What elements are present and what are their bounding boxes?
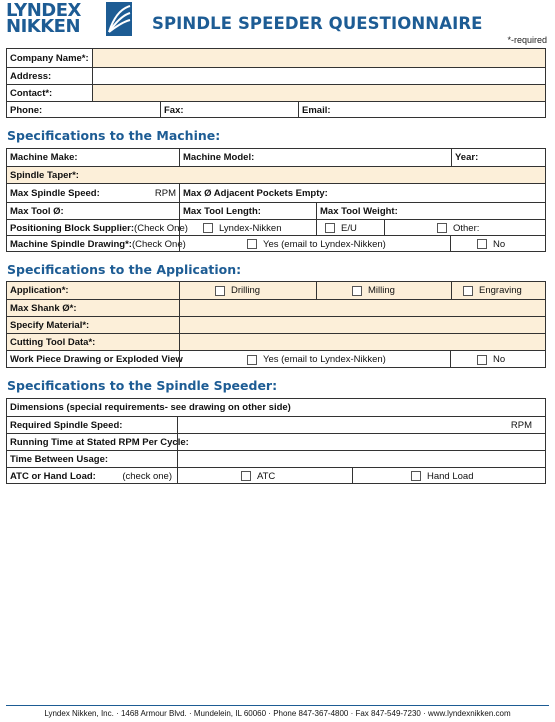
hand-load-option[interactable] [352,468,545,484]
workpiece-row [7,350,545,368]
contact-field[interactable] [92,85,545,101]
workpiece-no-label: No [493,354,506,365]
material-row [7,316,545,333]
time-between-row [7,450,545,467]
max-spindle-speed-field[interactable] [7,184,179,202]
cutting-tool-label: Cutting Tool Data*: [7,334,179,350]
drawing-check-one-note: (Check One) [131,238,186,250]
time-between-label: Time Between Usage: [10,453,109,465]
eu-checkbox[interactable] [325,223,335,233]
spindle-taper-row [7,166,545,183]
max-adjacent-pockets-label: Max Ø Adjacent Pockets Empty: [183,187,328,199]
drilling-checkbox[interactable] [215,286,225,296]
drilling-option[interactable] [179,282,316,299]
engraving-label: Engraving [479,285,522,296]
hand-load-checkbox[interactable] [411,471,421,481]
phone-fax-email-row [7,101,545,118]
running-time-label: Running Time at Stated RPM Per Cycle: [10,436,189,448]
required-speed-rpm-unit: RPM [510,419,532,431]
max-tool-weight-field[interactable] [316,203,545,219]
lyndex-nikken-label: Lyndex-Nikken [219,222,282,234]
engraving-option[interactable] [451,282,545,299]
material-field[interactable] [179,317,545,333]
atc-hand-label: ATC or Hand Load: [10,470,96,482]
drawing-no-label: No [493,238,506,250]
positioning-block-label-cell [7,220,188,236]
lyndex-nikken-checkbox[interactable] [203,223,213,233]
company-form [6,48,546,118]
speeder-section-heading: Specifications to the Spindle Speeder: [7,378,278,393]
max-tool-length-label: Max Tool Length: [183,205,261,217]
machine-model-field[interactable] [179,149,451,166]
spindle-drawing-row [7,235,545,252]
workpiece-label: Work Piece Drawing or Exploded View [10,354,183,365]
drawing-no-checkbox[interactable] [477,239,487,249]
required-speed-row [7,416,545,433]
option-eu[interactable] [316,220,384,236]
footer-address: Lyndex Nikken, Inc. · 1468 Armour Blvd. · Mundelein, IL 60060 · Phone 847-367-4800 · Fax 847-549-7230 · www.lyndexnikken.com [44,709,511,718]
machine-make-row [7,149,545,166]
phone-field[interactable] [7,102,160,118]
year-field[interactable] [451,149,545,166]
spindle-taper-label: Spindle Taper*: [10,169,79,181]
logo-text-nikken: NIKKEN [6,16,81,37]
max-tool-dia-label: Max Tool Ø: [10,205,64,217]
application-row [7,282,545,299]
spindle-taper-field[interactable] [7,167,545,183]
max-tool-dia-field[interactable] [7,203,179,219]
milling-checkbox[interactable] [352,286,362,296]
fax-field[interactable] [160,102,298,118]
application-label: Application*: [7,282,179,299]
other-label: Other: [453,222,480,234]
contact-row [7,84,545,101]
atc-hand-label-cell [7,468,177,484]
workpiece-yes-option[interactable] [179,351,450,368]
cutting-tool-row [7,333,545,350]
drilling-label: Drilling [231,285,261,296]
positioning-block-label: Positioning Block Supplier: [10,222,135,234]
option-other[interactable] [384,220,545,236]
dimensions-row [7,399,545,416]
engraving-checkbox[interactable] [463,286,473,296]
max-shank-field[interactable] [179,300,545,316]
drawing-yes-label: Yes (email to Lyndex-Nikken) [263,238,386,250]
machine-model-label: Machine Model: [183,152,255,163]
fax-label: Fax: [164,104,184,116]
machine-form [6,148,546,252]
max-speed-row [7,183,545,202]
email-field[interactable] [298,102,545,118]
atc-hand-row [7,467,545,484]
running-time-row [7,433,545,450]
spindle-drawing-label-cell [7,236,186,252]
address-label: Address: [10,70,52,82]
logo-mark-icon [106,2,132,36]
option-lyndex-nikken[interactable] [179,220,316,236]
spindle-drawing-label: Machine Spindle Drawing*: [10,238,132,250]
atc-option[interactable] [177,468,352,484]
drawing-yes-checkbox[interactable] [247,239,257,249]
max-shank-label: Max Shank Ø*: [7,300,179,316]
address-row [7,67,545,84]
email-label: Email: [302,104,331,116]
speeder-form [6,398,546,484]
machine-make-label: Machine Make: [10,152,78,163]
company-logo [6,2,132,40]
positioning-block-row [7,219,545,236]
hand-load-label: Hand Load [427,470,474,482]
milling-option[interactable] [316,282,451,299]
atc-label: ATC [257,470,276,482]
max-tool-length-field[interactable] [179,203,316,219]
phone-label: Phone: [10,104,43,116]
max-shank-row [7,299,545,316]
application-section-heading: Specifications to the Application: [7,262,242,277]
material-label: Specify Material*: [7,317,179,333]
eu-label: E/U [341,222,357,234]
workpiece-yes-checkbox[interactable] [247,355,257,365]
max-spindle-speed-label: Max Spindle Speed: [10,187,100,199]
atc-checkbox[interactable] [241,471,251,481]
atc-check-one-note: (check one) [122,470,172,482]
company-name-row [7,49,545,67]
dimensions-label: Dimensions (special requirements- see drawing on other side) [10,402,291,413]
drawing-yes-option[interactable] [179,236,450,252]
cutting-tool-field[interactable] [179,334,545,350]
logo-text-lyndex: LYNDEX [6,0,81,21]
running-time-field[interactable] [177,434,545,450]
machine-section-heading: Specifications to the Machine: [7,128,221,143]
milling-label: Milling [368,285,395,296]
time-between-field[interactable] [177,451,545,467]
workpiece-yes-label: Yes (email to Lyndex-Nikken) [263,354,386,365]
required-note: *-required [507,35,547,45]
company-name-label: Company Name*: [10,52,89,64]
page-title: SPINDLE SPEEDER QUESTIONNAIRE [152,14,483,33]
machine-make-field[interactable] [7,149,179,166]
workpiece-no-checkbox[interactable] [477,355,487,365]
company-name-field[interactable] [92,49,545,67]
max-adjacent-pockets-field[interactable] [179,184,545,202]
workpiece-no-option[interactable] [450,351,545,368]
max-speed-rpm-unit: RPM [154,187,176,199]
year-label: Year: [455,152,479,163]
tool-dimensions-row [7,202,545,219]
required-speed-label: Required Spindle Speed: [10,419,123,431]
other-checkbox[interactable] [437,223,447,233]
address-field[interactable] [92,68,545,84]
max-tool-weight-label: Max Tool Weight: [320,205,398,217]
required-speed-field[interactable] [177,417,545,433]
application-form [6,281,546,368]
drawing-no-option[interactable] [450,236,545,252]
footer-divider [6,705,549,706]
contact-label: Contact*: [10,87,53,99]
positioning-check-one-note: (Check One) [134,222,188,234]
